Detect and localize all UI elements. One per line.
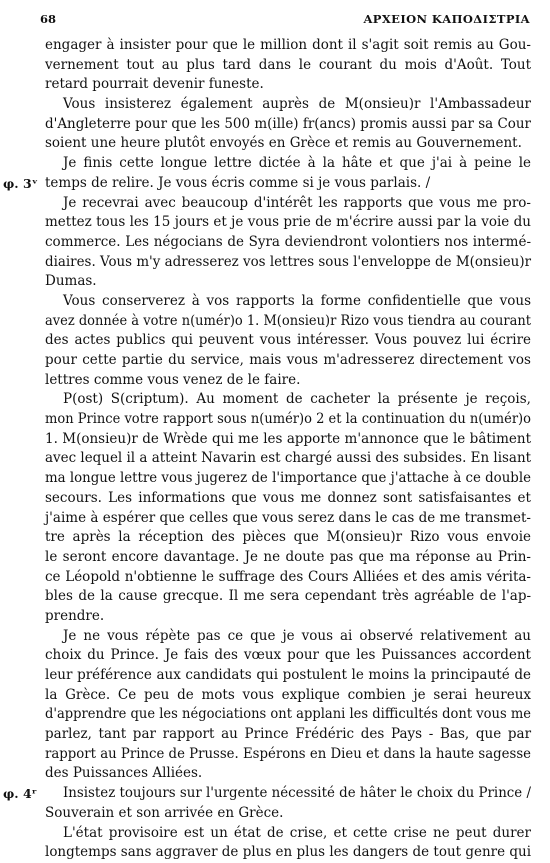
text-line [45,764,531,784]
text-line [45,725,531,745]
text-line [45,331,531,351]
line-text: Je finis cette longue lettre dictée à la hâte et que j'ai à peine le [63,155,532,172]
line-text: la Grèce. Ce peu de mots vous explique combien je serai heureux [45,686,532,703]
line-text: Vous conserverez à vos rapports la forme confidentielle que vous [63,292,531,309]
text-line [45,194,531,214]
line-text: tre après la réception des pièces que M(onsieu)r Rizo vous envoie [45,529,532,546]
line-text: diaires. Vous m'y adresserez vos lettres sous l'enveloppe de M(onsieu)r [45,253,531,270]
body-text [3,36,532,863]
text-line [45,371,531,391]
text-line [45,607,531,627]
text-line [45,154,531,174]
text-line [45,489,531,509]
line-text: bles de la cause grecque. Il me sera cependant très agréable de l'ap- [45,588,532,605]
line-text: des actes publics qui peuvent vous intéresser. Vous pouvez lui écrire [45,332,532,349]
line-text: mettez tous les 15 jours et je vous prie de m'écrire aussi par la voie du [45,214,531,231]
text-line [45,36,531,56]
text-line [45,390,531,410]
line-text: d'apprendre que les négociations ont applani les difficultés dont vous me [45,706,532,723]
line-text: Insistez toujours sur l'urgente nécessité de hâter le choix du Prince / [63,785,531,802]
line-text: longtemps sans aggraver de plus en plus les dangers de tout genre qui [45,844,532,861]
line-text: secours. Les informations que vous me donnez sont satisfaisantes et [45,489,531,506]
text-line [45,824,531,844]
line-text: L'état provisoire est un état de crise, et cette crise ne peut durer [63,824,531,841]
text-line [45,292,531,312]
line-text: retard pourrait devenir funeste. [45,76,264,93]
folio-marker: φ. 4ʳ [3,786,37,802]
text-line [45,843,531,863]
text-line [45,312,531,332]
text-line [45,351,531,371]
line-text: des Puissances Alliées. [45,765,203,782]
text-line [45,548,531,568]
text-line [45,213,531,233]
text-line [45,646,531,666]
text-line [45,666,531,686]
line-text: mon Prince votre rapport sous n(umér)o 2 et la continuation du n(umér)o [45,411,531,428]
line-text: 1. M(onsieu)r de Wrède qui me les apporte m'annonce que le bâtiment [45,430,532,447]
page-number: 68 [40,12,57,26]
line-text: rapport au Prince de Prusse. Espérons en Dieu et dans la haute sagesse [45,745,532,762]
text-line [45,253,531,273]
text-line [45,745,531,765]
line-text: commerce. Les négocians de Syra deviendront volontiers nos intermé- [45,233,532,250]
line-text: Dumas. [45,273,97,290]
text-line [45,686,531,706]
line-text: leur préférence aux candidats qui postulent le moins la principauté de [45,667,531,683]
text-line [45,134,531,154]
line-text: Je recevrai avec beaucoup d'intérêt les rapports que vous me pro- [63,194,531,211]
text-line [45,56,531,76]
line-text: Souverain et son arrivée en Grèce. [45,804,284,821]
line-text: prendre. [45,607,105,624]
text-line [45,430,531,450]
line-text: Je ne vous répète pas ce que je vous ai observé relativement au [63,627,531,644]
text-line [45,587,531,607]
text-line [45,627,531,647]
line-text: soient une heure plutôt envoyés en Grèce et remis au Gouvernement. [45,135,522,152]
page-header [40,12,530,32]
line-text: choix du Prince. Je fais des vœux pour que les Puissances accordent [45,647,531,664]
text-line [45,509,531,529]
text-line [45,75,531,95]
line-text: avec lequel il a atteint Navarin est chargé aussi des subsides. En lisant [45,450,532,467]
folio-marker: φ. 3ᵛ [3,175,38,191]
line-text: Vous insisterez également auprès de M(onsieu)r l'Ambassadeur [63,96,532,113]
line-text: ma longue lettre vous jugerez de l'importance que j'attache à ce double [45,470,532,487]
text-line [45,705,531,725]
line-text: ce Léopold n'obtienne le suffrage des Cours Alliées et des amis vérita- [45,568,531,585]
line-text: parlez, tant par rapport au Prince Frédéric des Pays - Bas, que par [45,726,532,743]
line-text: engager à insister pour que le million dont il s'agit soit remis au Gou- [45,37,531,53]
line-text: d'Angleterre pour que les 500 m(ille) fr(ancs) promis aussi par sa Cour [45,115,531,132]
text-line [45,804,531,824]
line-text: j'aime à espérer que celles que vous serez dans le cas de me transmet- [45,509,531,526]
text-line [3,784,531,804]
running-head: ΑΡΧΕΙΟΝ ΚΑΠΟΔΙΣΤΡΙΑ [363,12,530,26]
line-text: P(ost) S(criptum). Au moment de cacheter la présente je reçois, [63,391,531,408]
text-line [45,568,531,588]
text-line [45,272,531,292]
line-text: temps de relire. Je vous écris comme si je vous parlais. / [45,174,431,191]
line-text: vernement tout au plus tard dans le courant du mois d'Août. Tout [45,56,532,73]
text-line [45,95,531,115]
text-line [3,174,531,194]
line-text: le seront encore davantage. Je ne doute pas que ma réponse au Prin- [45,548,531,565]
text-line [45,410,531,430]
text-line [45,449,531,469]
text-line [45,469,531,489]
text-line [45,233,531,253]
line-text: avez donnée à votre n(umér)o 1. M(onsieu)r Rizo vous tiendra au courant [45,312,532,329]
line-text: lettres comme vous venez de le faire. [45,371,301,388]
text-line [45,528,531,548]
text-line [45,115,531,135]
line-text: pour cette partie du service, mais vous m'adresserez directement vos [45,352,531,368]
